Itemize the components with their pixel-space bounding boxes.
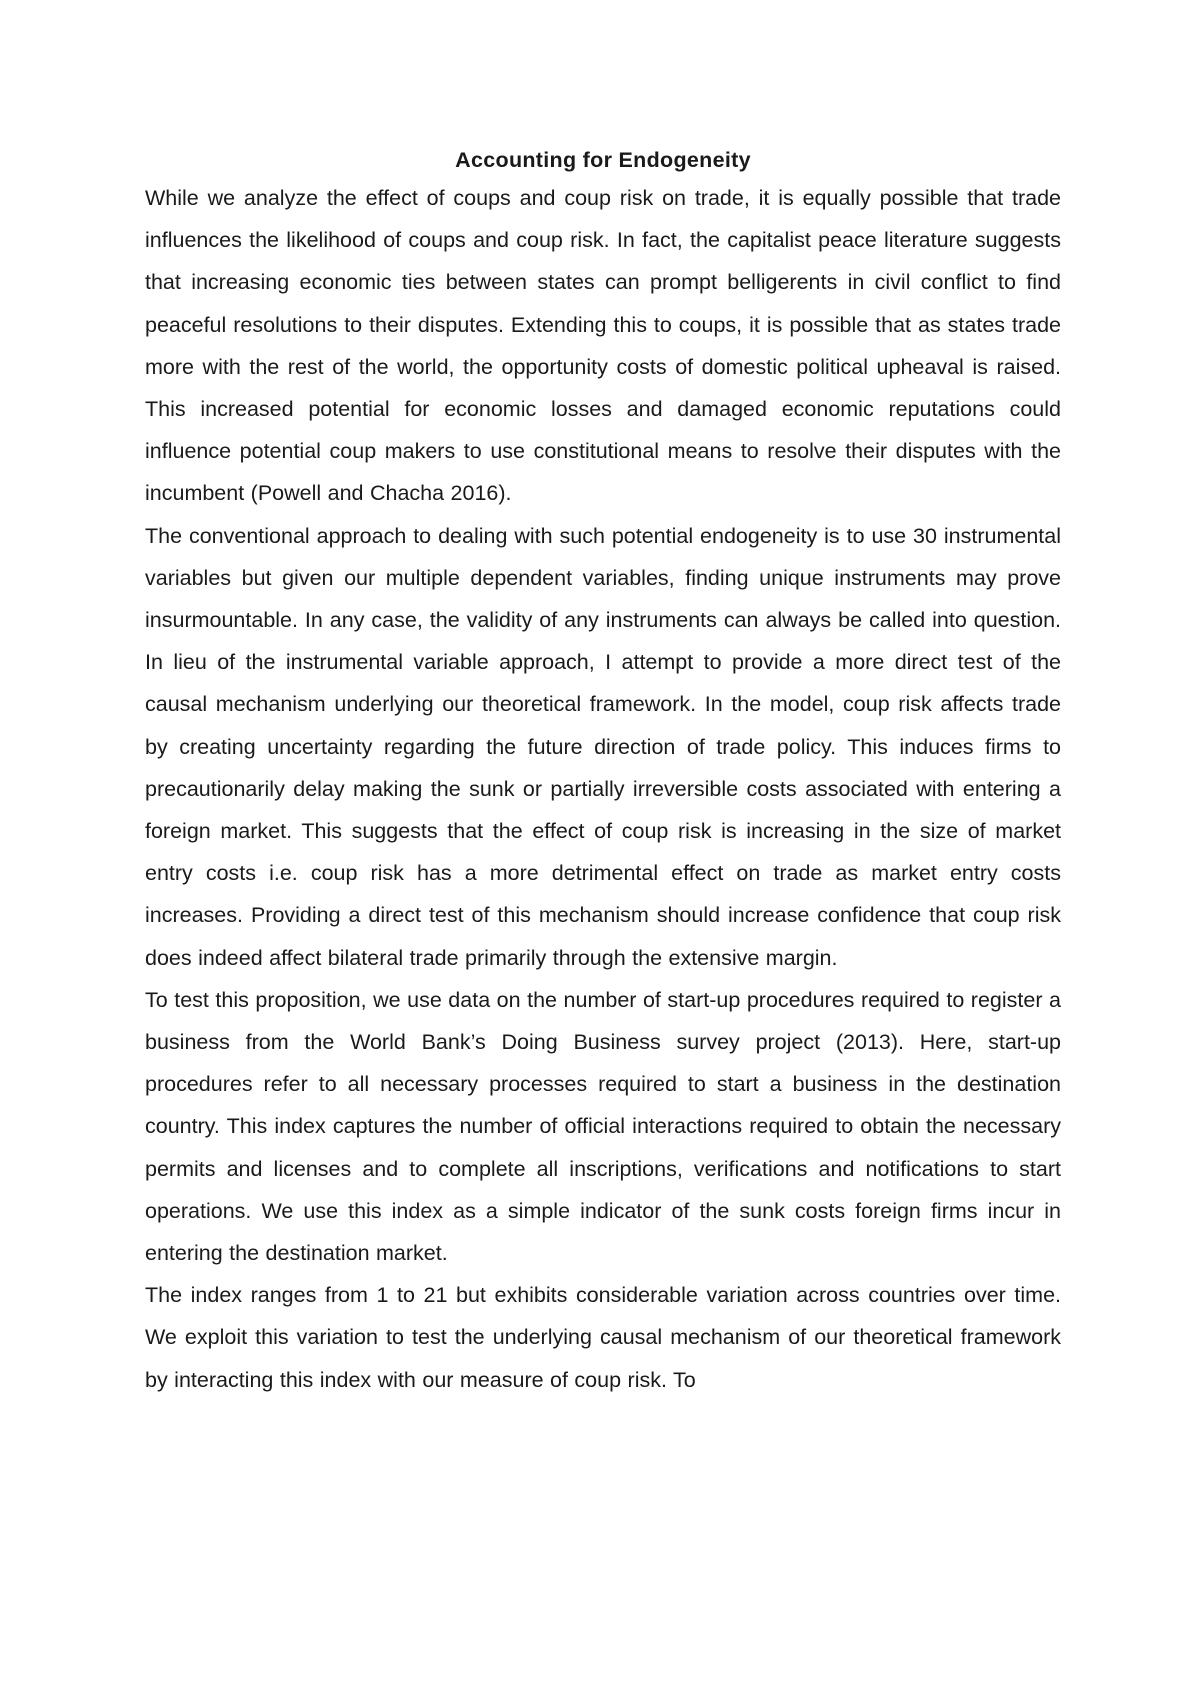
paragraph-index-variation: The index ranges from 1 to 21 but exhibits considerable variation across countries over time. We exploit this variation to test the underlying causal mechanism of our theoretical framework by interacting this index with our measure of coup risk. To: [145, 1283, 1061, 1392]
document-title: Accounting for Endogeneity: [455, 148, 751, 172]
paragraph-startup-procedures-data: To test this proposition, we use data on the number of start-up procedures required to register a business from the World Bank’s Doing Business survey project (2013). Here, start-up procedures refer to all necessary processes required to start a business in the destination country. This index captures the number of official interactions required to obtain the necessary permits and licenses and to complete all inscriptions, verifications and notifications to start operations. We use this index as a simple indicator of the sunk costs foreign firms incur in entering the destination market.: [145, 987, 1061, 1266]
document-body: [145, 143, 1061, 1401]
paragraph-endogeneity-intro: While we analyze the effect of coups and coup risk on trade, it is equally possible that trade influences the likelihood of coups and coup risk. In fact, the capitalist peace literature suggests that increasing economic ties between states can prompt belligerents in civil conflict to find peaceful resolutions to their disputes. Extending this to coups, it is possible that as states trade more with the rest of the world, the opportunity costs of domestic political upheaval is raised. This increased potential for economic losses and damaged economic reputations could influence potential coup makers to use constitutional means to resolve their disputes with the incumbent (Powell and Chacha 2016).: [145, 186, 1061, 506]
paragraph-instrumental-approach: The conventional approach to dealing with such potential endogeneity is to use 30 instrumental variables but given our multiple dependent variables, finding unique instruments may prove insurmountable. In any case, the validity of any instruments can always be called into question. In lieu of the instrumental variable approach, I attempt to provide a more direct test of the causal mechanism underlying our theoretical framework. In the model, coup risk affects trade by creating uncertainty regarding the future direction of trade policy. This induces firms to precautionarily delay making the sunk or partially irreversible costs associated with entering a foreign market. This suggests that the effect of coup risk is increasing in the size of market entry costs i.e. coup risk has a more detrimental effect on trade as market entry costs increases. Providing a direct test of this mechanism should increase confidence that coup risk does indeed affect bilateral trade primarily through the extensive margin.: [145, 523, 1061, 970]
